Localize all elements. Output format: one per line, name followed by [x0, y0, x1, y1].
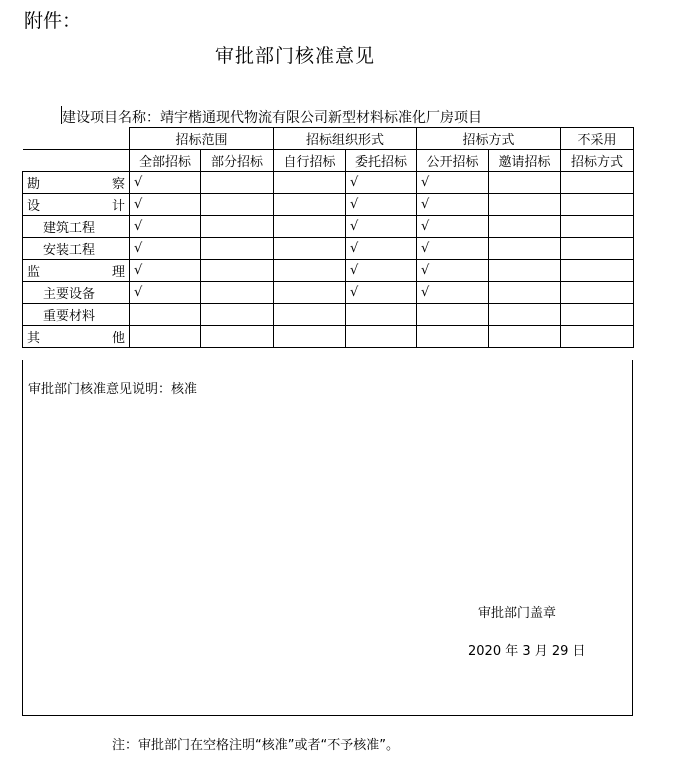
- table-row: [23, 326, 634, 348]
- check-cell: √: [130, 172, 201, 194]
- check-cell: [274, 238, 346, 260]
- row-label: 主要设备: [23, 282, 130, 304]
- sub-header: 邀请招标: [489, 150, 561, 172]
- sub-header: 招标方式: [561, 150, 634, 172]
- check-cell: [489, 216, 561, 238]
- row-label: 重要材料: [23, 304, 130, 326]
- corner-cell-2: [23, 150, 130, 172]
- check-cell: √: [417, 172, 489, 194]
- check-cell: √: [130, 282, 201, 304]
- row-label: 监 理: [23, 260, 130, 282]
- attachment-label: 附件：: [24, 10, 82, 32]
- page-title-text: 审批部门核准意见: [215, 45, 376, 67]
- group-header-scope: 招标范围: [130, 128, 274, 150]
- check-cell: [561, 238, 634, 260]
- footnote: 注：审批部门在空格注明“核准”或者“不予核准”。: [112, 738, 399, 753]
- table-row: [23, 260, 634, 282]
- table-row: [23, 216, 634, 238]
- check-cell: [274, 194, 346, 216]
- tender-scope-table: [22, 127, 634, 348]
- check-cell: [274, 326, 346, 348]
- opinion-box: [22, 360, 633, 716]
- check-cell: [417, 304, 489, 326]
- sub-header: 部分招标: [201, 150, 274, 172]
- check-cell: [561, 216, 634, 238]
- check-cell: [489, 260, 561, 282]
- check-cell: √: [130, 194, 201, 216]
- row-label: 安装工程: [23, 238, 130, 260]
- approval-date: 2020 年 3 月 29 日: [468, 644, 586, 659]
- table-row: [23, 238, 634, 260]
- opinion-text: 审批部门核准意见说明：核准: [28, 382, 198, 397]
- check-cell: [201, 282, 274, 304]
- check-cell: √: [417, 238, 489, 260]
- sub-header: 委托招标: [346, 150, 417, 172]
- check-cell: √: [417, 282, 489, 304]
- check-cell: [274, 304, 346, 326]
- check-cell: √: [417, 260, 489, 282]
- check-cell: [489, 238, 561, 260]
- check-cell: [274, 282, 346, 304]
- seal-label: 审批部门盖章: [478, 606, 557, 621]
- check-cell: [201, 216, 274, 238]
- check-cell: [201, 194, 274, 216]
- check-cell: [489, 172, 561, 194]
- check-cell: [489, 194, 561, 216]
- check-cell: √: [346, 172, 417, 194]
- row-label: 设 计: [23, 194, 130, 216]
- check-cell: [201, 304, 274, 326]
- corner-cell: [23, 128, 130, 150]
- check-cell: √: [346, 260, 417, 282]
- check-cell: [274, 216, 346, 238]
- check-cell: √: [346, 194, 417, 216]
- sub-header: 自行招标: [274, 150, 346, 172]
- check-cell: √: [417, 194, 489, 216]
- check-cell: √: [346, 282, 417, 304]
- check-cell: [274, 172, 346, 194]
- row-label: 勘 察: [23, 172, 130, 194]
- check-cell: √: [346, 216, 417, 238]
- check-cell: [201, 238, 274, 260]
- check-cell: [561, 172, 634, 194]
- check-cell: [274, 260, 346, 282]
- group-header-method: 招标方式: [417, 128, 561, 150]
- check-cell: [417, 326, 489, 348]
- check-cell: [561, 326, 634, 348]
- check-cell: [130, 326, 201, 348]
- check-cell: [130, 304, 201, 326]
- table-row: [23, 194, 634, 216]
- check-cell: √: [130, 216, 201, 238]
- check-cell: [561, 304, 634, 326]
- check-cell: [201, 172, 274, 194]
- check-cell: [561, 260, 634, 282]
- project-name-line: 建设项目名称：靖宇楷通现代物流有限公司新型材料标准化厂房项目: [62, 110, 482, 126]
- check-cell: √: [130, 238, 201, 260]
- check-cell: [489, 326, 561, 348]
- check-cell: [346, 304, 417, 326]
- group-header-organization: 招标组织形式: [274, 128, 417, 150]
- check-cell: [561, 282, 634, 304]
- table-row: [23, 282, 634, 304]
- check-cell: [489, 282, 561, 304]
- row-label: 其 他: [23, 326, 130, 348]
- sub-header: 公开招标: [417, 150, 489, 172]
- check-cell: √: [346, 238, 417, 260]
- table-row: [23, 304, 634, 326]
- table-row: [23, 172, 634, 194]
- group-header-not-adopted: 不采用: [561, 128, 634, 150]
- check-cell: √: [417, 216, 489, 238]
- sub-header: 全部招标: [130, 150, 201, 172]
- check-cell: [201, 326, 274, 348]
- check-cell: [489, 304, 561, 326]
- check-cell: [201, 260, 274, 282]
- check-cell: [346, 326, 417, 348]
- check-cell: √: [130, 260, 201, 282]
- row-label: 建筑工程: [23, 216, 130, 238]
- check-cell: [561, 194, 634, 216]
